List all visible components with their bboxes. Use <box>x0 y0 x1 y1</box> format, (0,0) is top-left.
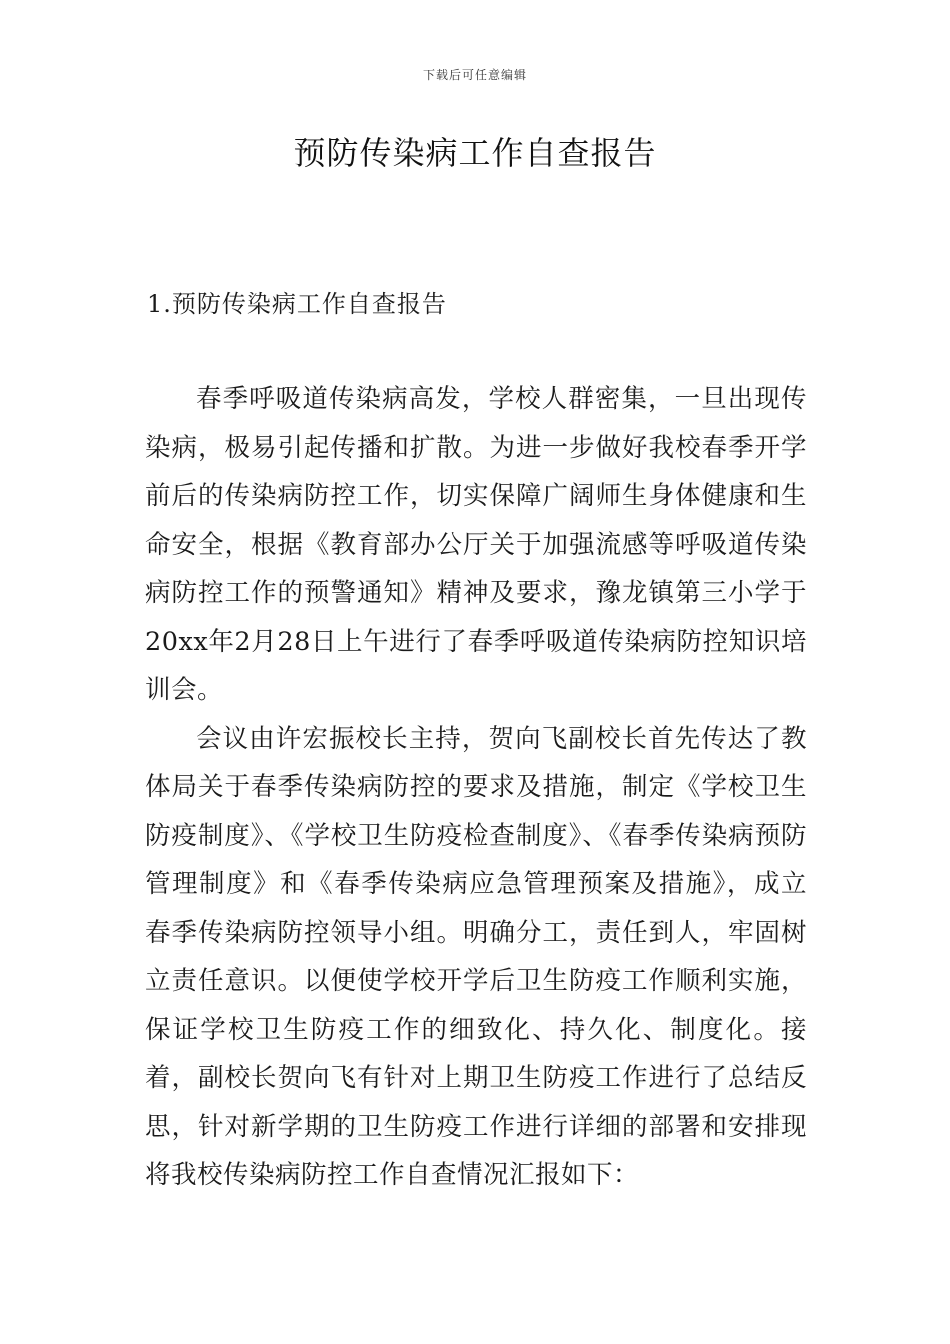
header-note: 下载后可任意编辑 <box>422 68 527 82</box>
document-title: 预防传染病工作自查报告 <box>293 134 657 172</box>
paragraph: 春季呼吸道传染病高发，学校人群密集，一旦出现传染病，极易引起传播和扩散。为进一步做好我校春季开学前后的传染病防控工作，切实保障广阔师生身体健康和生命安全，根据《教育部办公厅关于加强流感等呼吸道传染病防控工作的预警通知》精神及要求，豫龙镇第三小学于20xx年2月28日上午进行了春季呼吸道传染病防控知识培训会。 <box>145 384 807 705</box>
section-heading: 1.预防传染病工作自查报告 <box>147 290 447 318</box>
body-text <box>145 375 807 1200</box>
paragraph: 会议由许宏振校长主持，贺向飞副校长首先传达了教体局关于春季传染病防控的要求及措施，制定《学校卫生防疫制度》、《学校卫生防疫检查制度》、《春季传染病预防管理制度》和《春季传染病应急管理预案及措施》，成立春季传染病防控领导小组。明确分工，责任到人，牢固树立责任意识。以便使学校开学后卫生防疫工作顺利实施，保证学校卫生防疫工作的细致化、持久化、制度化。接着，副校长贺向飞有针对上期卫生防疫工作进行了总结反思，针对新学期的卫生防疫工作进行详细的部署和安排现将我校传染病防控工作自查情况汇报如下： <box>145 723 807 1190</box>
